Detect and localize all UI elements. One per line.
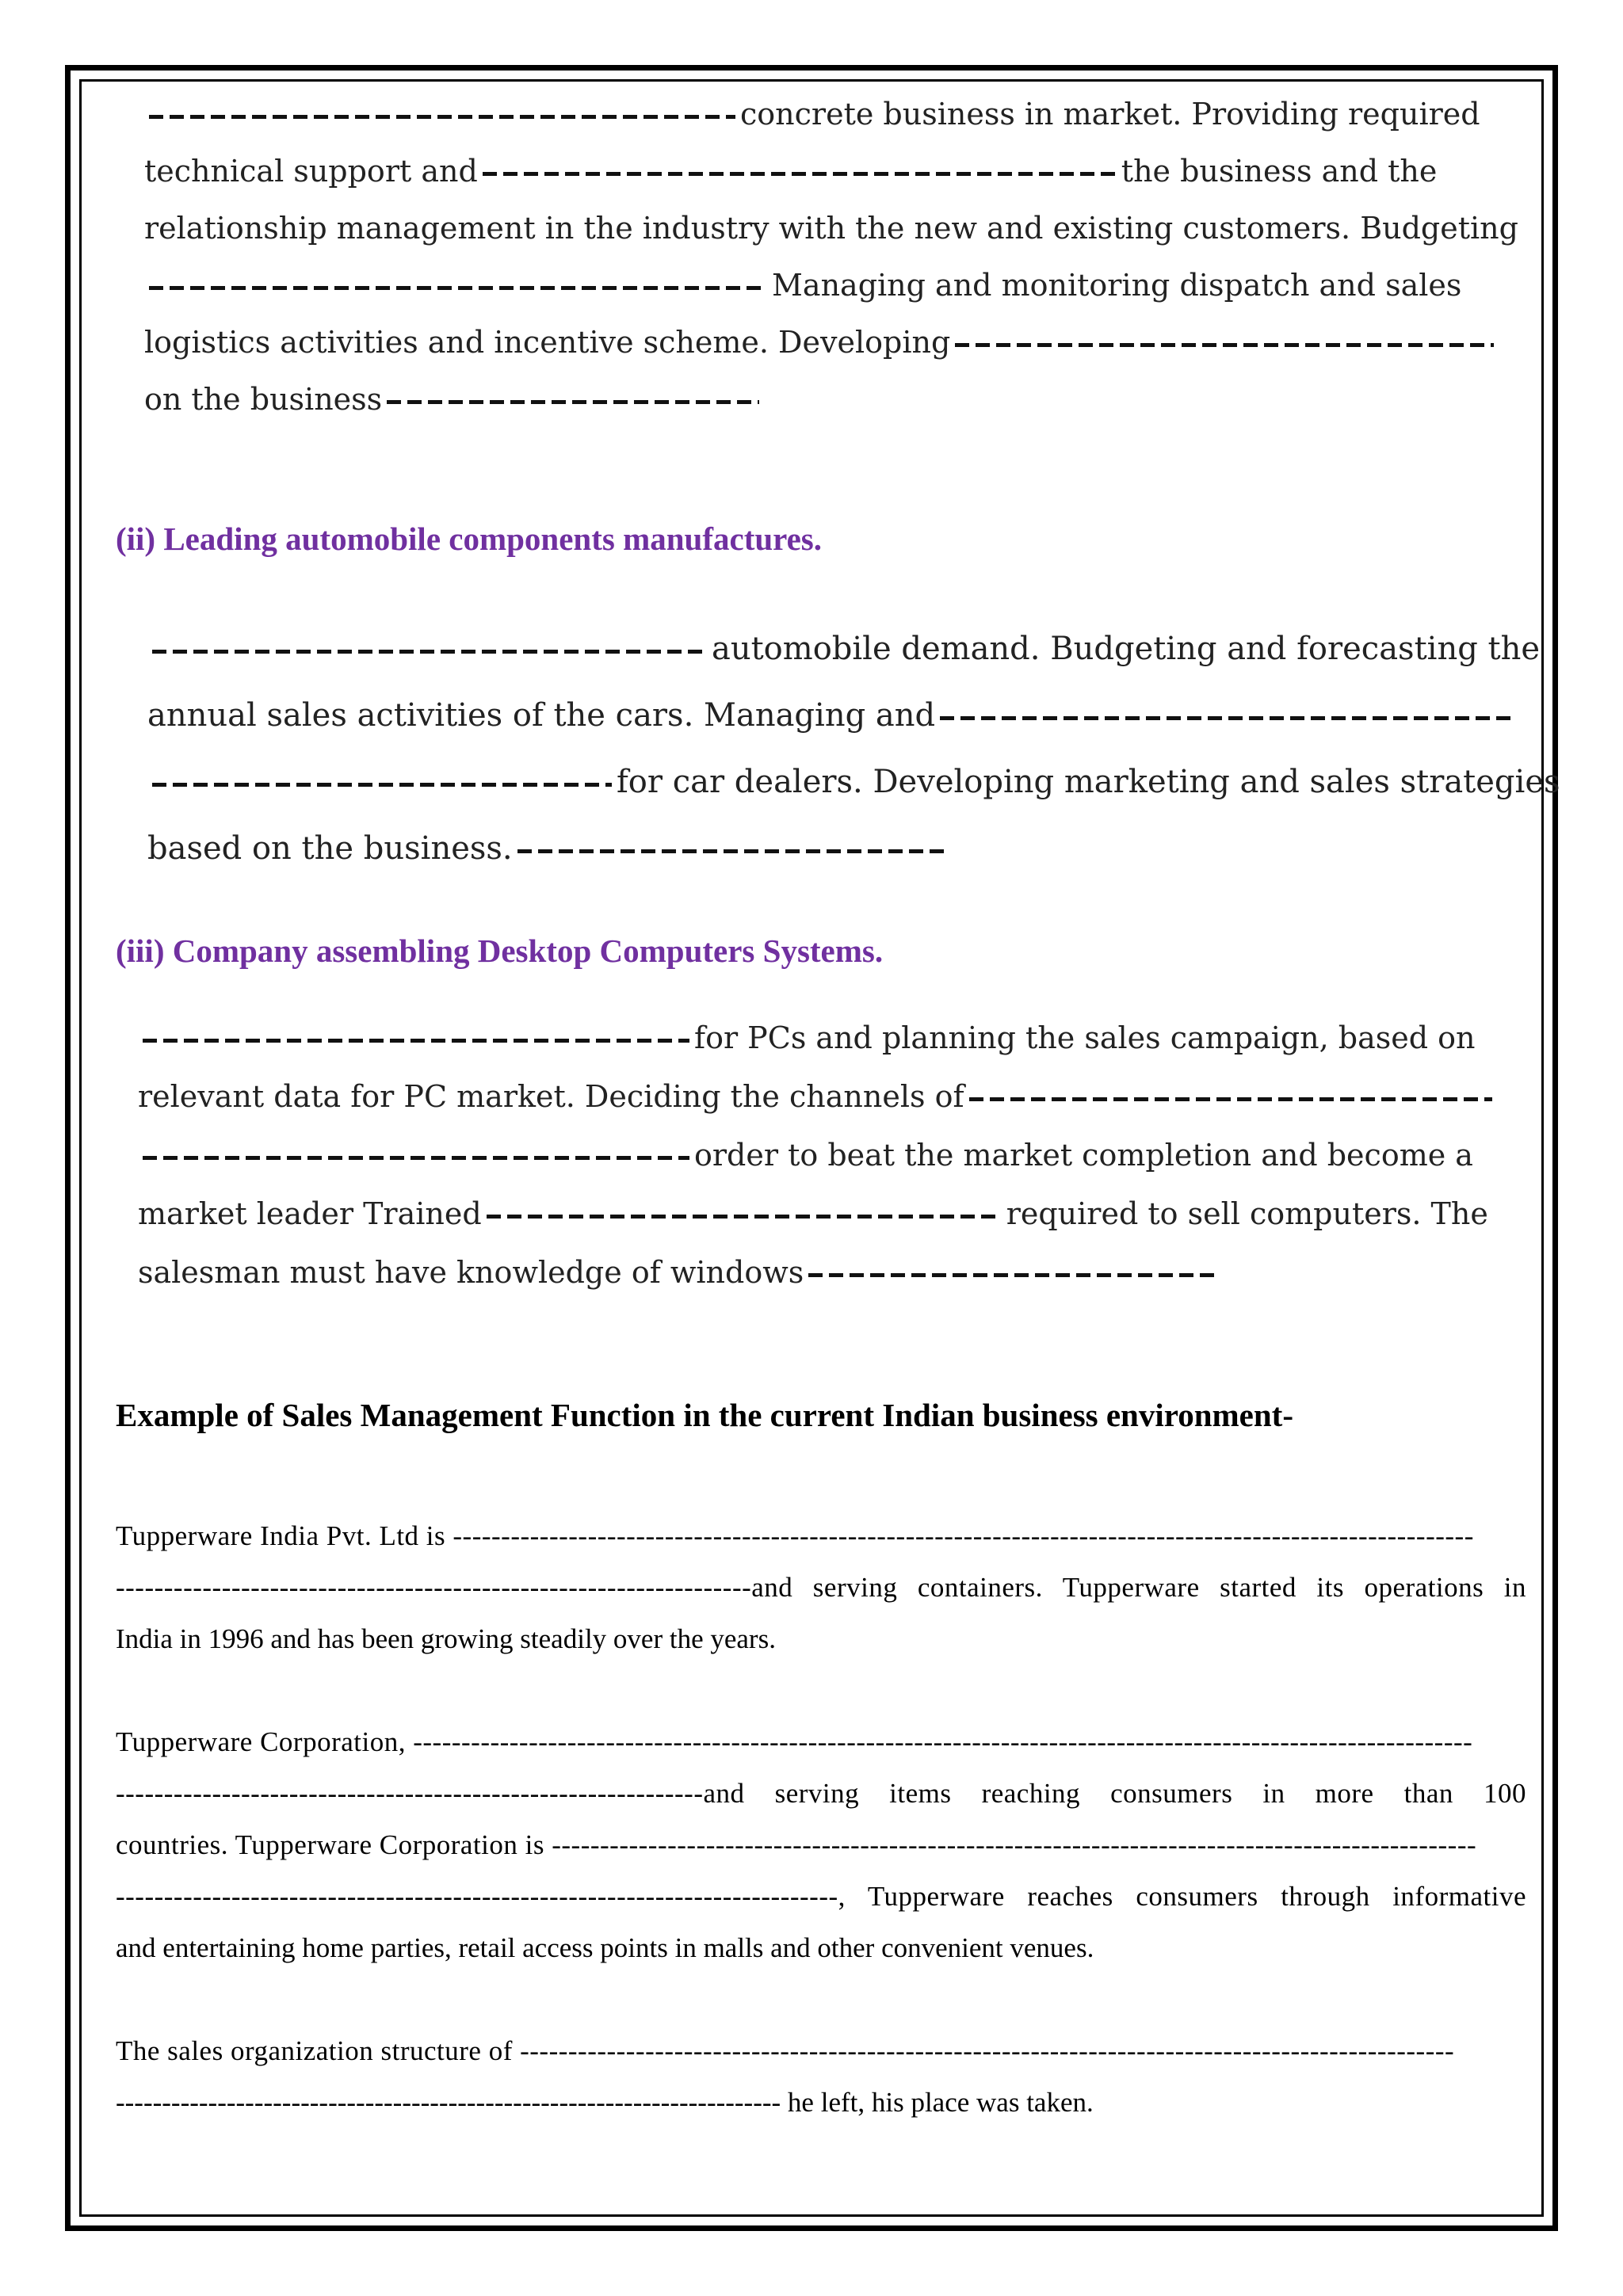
scan-text: for car dealers. Developing marketing and sales strategies xyxy=(617,764,1560,800)
paragraph-tupperware-corporation xyxy=(116,1716,1526,1974)
blank-line xyxy=(387,400,759,404)
scan-text: for PCs and planning the sales campaign, based on xyxy=(694,1020,1476,1055)
paragraph-line: Tupperware India Pvt. Ltd is ---------------------------------------------------------------------------------------------------------- xyxy=(116,1520,1474,1551)
scan-text: market leader Trained xyxy=(138,1196,482,1231)
paragraph-line: The sales organization structure of ------------------------------------------------------------------------------------------------- xyxy=(116,2035,1455,2066)
paragraph-line: India in 1996 and has been growing steadily over the years. xyxy=(116,1623,776,1654)
blank-line xyxy=(955,343,1494,347)
blank-line xyxy=(483,172,1117,176)
blank-line xyxy=(152,783,612,787)
heading-desktop-computers: (iii) Company assembling Desktop Computers Systems. xyxy=(116,933,884,969)
blank-line xyxy=(143,1039,689,1043)
paragraph-line: ---------------------------------------------------------------------------, Tupperware reaches consumers through informative xyxy=(116,1881,1526,1912)
blank-line xyxy=(149,286,767,290)
paragraph-sales-organization xyxy=(116,2025,1526,2128)
blank-line xyxy=(152,650,707,654)
paragraph-line: ------------------------------------------------------------------------ he left, his place was taken. xyxy=(116,2087,1094,2118)
blank-line xyxy=(143,1156,689,1160)
scan-text: required to sell computers. The xyxy=(1006,1196,1488,1231)
blank-line xyxy=(487,1215,1002,1219)
blank-line xyxy=(517,849,945,853)
blank-line xyxy=(969,1097,1492,1101)
paragraph-tupperware-india xyxy=(116,1510,1526,1665)
heading-automobile: (ii) Leading automobile components manufactures. xyxy=(116,521,823,557)
blank-line xyxy=(149,115,735,119)
paragraph-line: Tupperware Corporation, -------------------------------------------------------------------------------------------------------------- xyxy=(116,1726,1473,1757)
scan-text: Managing and monitoring dispatch and sales xyxy=(772,268,1462,303)
paragraph-line: countries. Tupperware Corporation is ------------------------------------------------------------------------------------------------ xyxy=(116,1829,1477,1860)
scan-text: technical support and xyxy=(144,154,478,189)
paragraph-line: and entertaining home parties, retail access points in malls and other convenient venues. xyxy=(116,1932,1094,1963)
scan-text: on the business xyxy=(144,382,383,417)
scan-text: annual sales activities of the cars. Managing and xyxy=(147,697,936,734)
example-heading: Example of Sales Management Function in the current Indian business environment- xyxy=(116,1397,1293,1433)
scan-text: the business and the xyxy=(1121,154,1438,189)
scan-text: relationship management in the industry with the new and existing customers. Budgeting xyxy=(144,211,1518,246)
scan-text: relevant data for PC market. Deciding the channels of xyxy=(138,1079,964,1114)
blank-line xyxy=(940,716,1510,720)
paragraph-line: ------------------------------------------------------------------and serving containers. Tupperware started its operations in xyxy=(116,1572,1526,1603)
blank-line xyxy=(808,1273,1220,1277)
scan-text: salesman must have knowledge of windows xyxy=(138,1255,804,1290)
paragraph-line: -------------------------------------------------------------and serving items reaching consumers in more than 100 xyxy=(116,1778,1526,1809)
scan-text: concrete business in market. Providing required xyxy=(740,97,1480,132)
scan-text: order to beat the market completion and become a xyxy=(694,1138,1473,1173)
scan-text: logistics activities and incentive scheme. Developing xyxy=(144,325,951,360)
scan-text: automobile demand. Budgeting and forecasting the xyxy=(712,631,1541,667)
scan-text: based on the business. xyxy=(147,830,513,867)
